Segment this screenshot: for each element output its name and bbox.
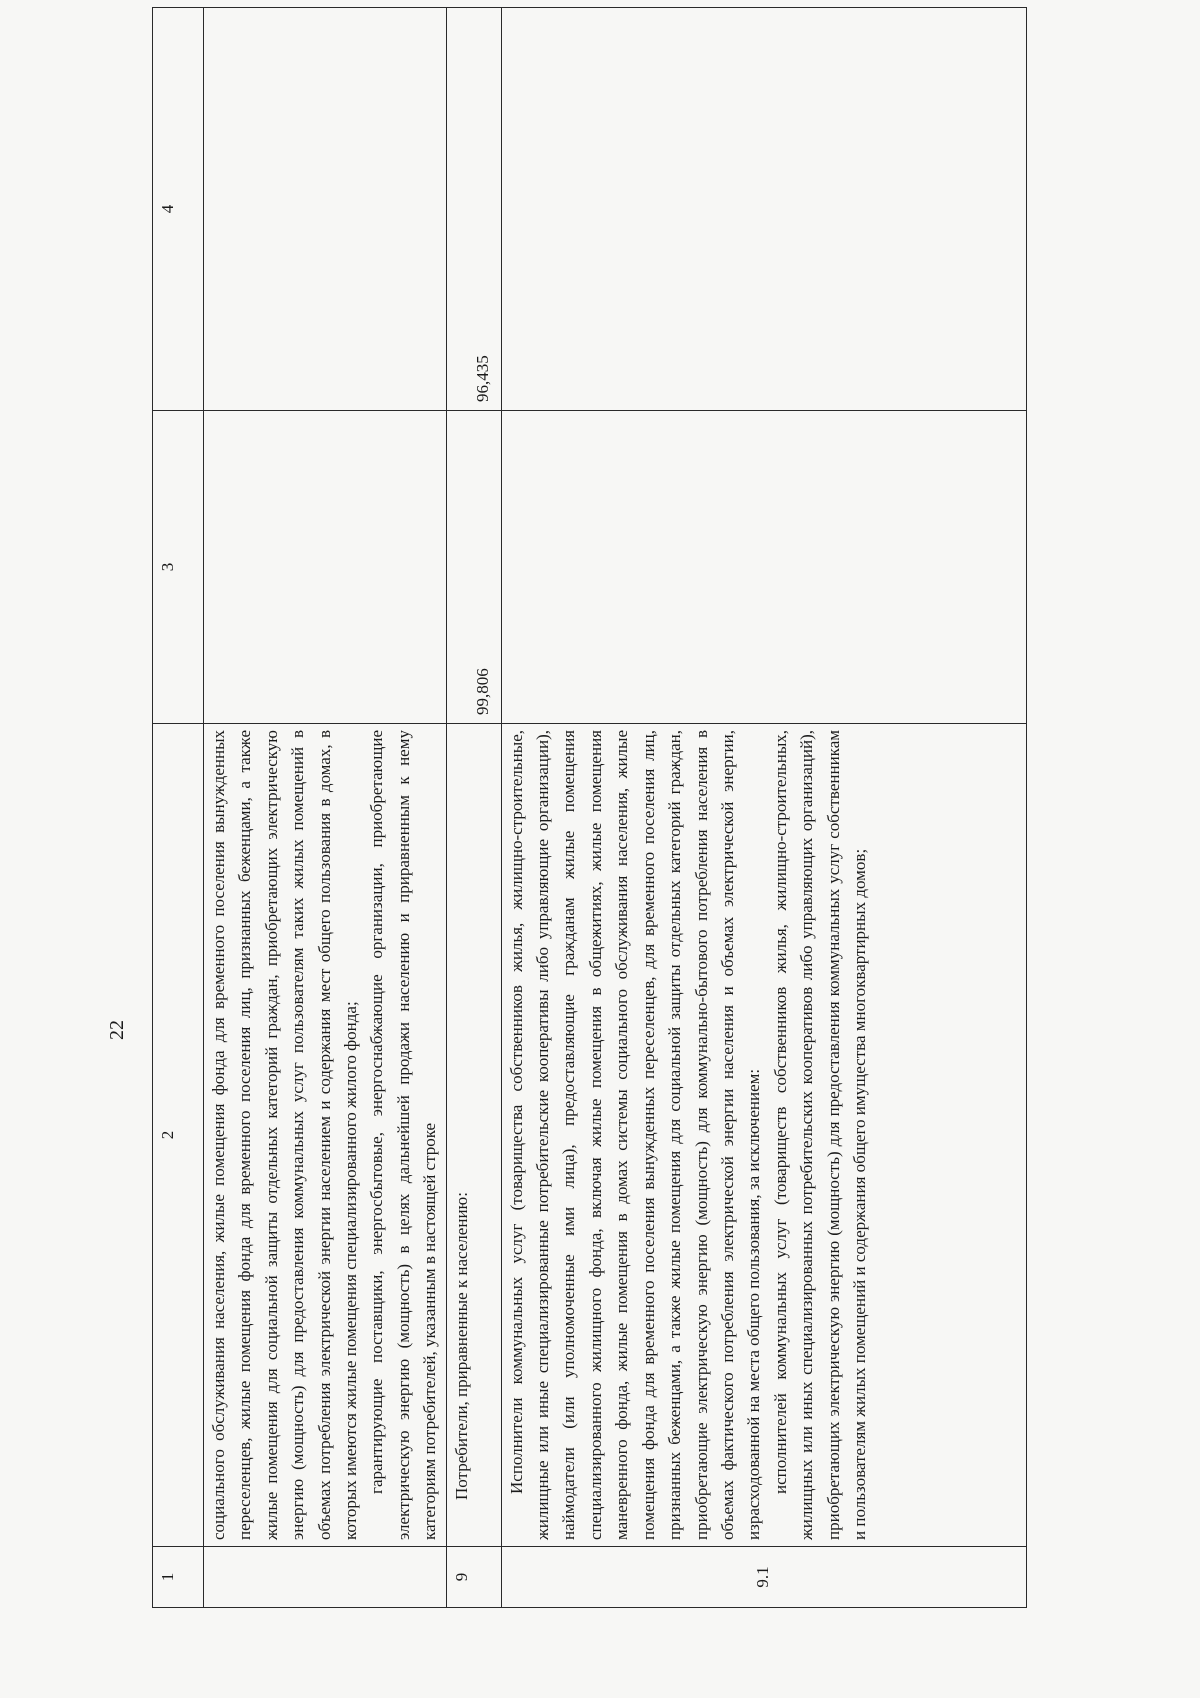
value-cell-col-4: 96,435 bbox=[446, 8, 501, 411]
row-description-cell bbox=[204, 724, 447, 1547]
table-row-continuation bbox=[204, 8, 447, 1608]
row-number-cell bbox=[204, 1547, 447, 1608]
header-col-4: 4 bbox=[153, 8, 204, 411]
page-number: 22 bbox=[106, 1020, 128, 1040]
rotated-table-container bbox=[152, 60, 1032, 1608]
row-description-cell bbox=[446, 724, 501, 1547]
table-row-9-1 bbox=[501, 8, 1026, 1608]
description-paragraph: гарантирующие поставщики, энергосбытовые, энергоснабжающие организации, приобретающие электрическую энергию (мощность) в целях дальнейшей продажи населению и приравненным к нему категориям потребителей, указанным в настоящей строке bbox=[367, 730, 440, 1540]
description-paragraph: Потребители, приравненные к населению: bbox=[451, 1192, 471, 1500]
value-cell-col-3: 99,806 bbox=[446, 411, 501, 724]
row-number-cell: 9 bbox=[446, 1547, 501, 1608]
description-paragraph: Исполнители коммунальных услуг (товарищества собственников жилья, жилищно-строительные, жилищные или иные специализированные потребительские кооперативы либо управляющие организации), наймодатели (или уполномоченные ими лица), предоставляющие гражданам жилые помещения специализированного жилищного фонда, включая жилые помещения в общежитиях, жилые помещения маневренного фонда, жилые помещения в домах системы социального обслуживания населения, жилые помещения фонда для временного поселения вынужденных переселенцев, для временного поселения лиц, признанных беженцами, а также жилые помещения для социальной защиты отдельных категорий граждан, приобретающие электрическую энергию (мощность) для коммунально-бытового потребления населения в объемах фактического потребления электрической энергии населения и объемах электрической энергии, израсходованной на места общего пользования, за исключением: bbox=[506, 730, 764, 1540]
table-header-row bbox=[153, 8, 204, 1608]
value-cell-col-4 bbox=[204, 8, 447, 411]
header-col-3: 3 bbox=[153, 411, 204, 724]
row-number-cell: 9.1 bbox=[501, 1547, 1026, 1608]
table-row-9 bbox=[446, 8, 501, 1608]
description-paragraph: социального обслуживания населения, жилые помещения фонда для временного поселения вынужденных переселенцев, жилые помещения фонда для временного поселения лиц, признанных беженцами, а также жилые помещения для социальной защиты отдельных категорий граждан, приобретающих электрическую энергию (мощность) для предоставления коммунальных услуг пользователям таких жилых помещений в объемах потребления электрической энергии населением и содержания мест общего пользования в домах, в которых имеются жилые помещения специализированного жилого фонда; bbox=[209, 730, 361, 1540]
value-cell-col-3 bbox=[501, 411, 1026, 724]
row-description-cell bbox=[501, 724, 1026, 1547]
tariff-table bbox=[152, 7, 1027, 1608]
value-cell-col-3 bbox=[204, 411, 447, 724]
value-cell-col-4 bbox=[501, 8, 1026, 411]
description-paragraph: исполнителей коммунальных услуг (товариществ собственников жилья, жилищно-строительных, жилищных или иных специализированных потребительских кооперативов либо управляющих организаций), приобретающих электрическую энергию (мощность) для предоставления коммунальных услуг собственникам и пользователям жилых помещений и содержания общего имущества многоквартирных домов; bbox=[770, 730, 869, 1540]
header-col-1: 1 bbox=[153, 1547, 204, 1608]
header-col-2: 2 bbox=[153, 724, 204, 1547]
